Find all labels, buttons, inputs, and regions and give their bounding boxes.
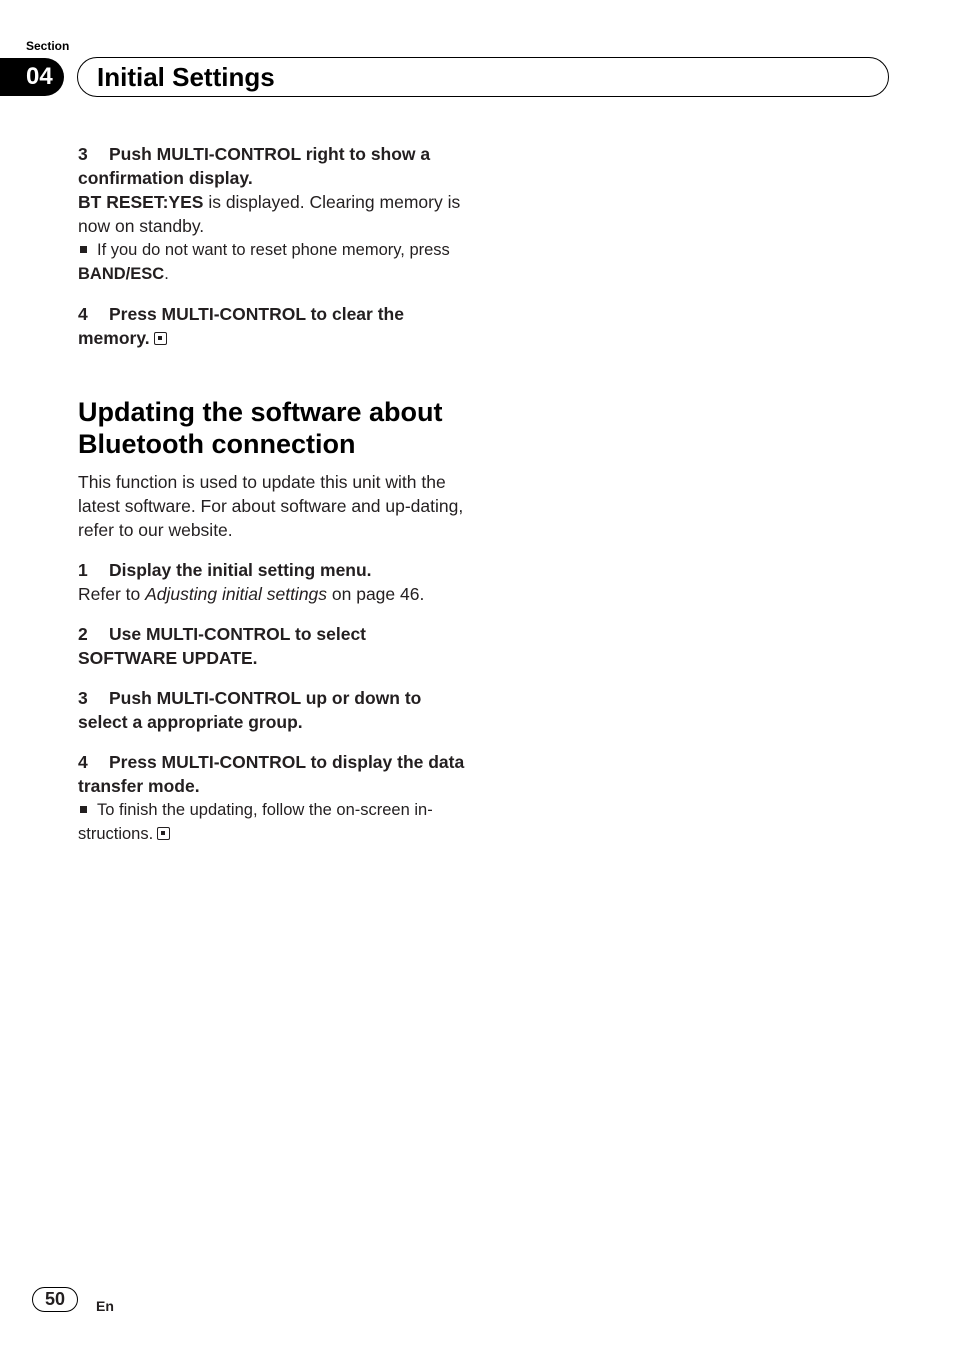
reset-step-3-body (78, 190, 468, 238)
update-step-1-body (78, 582, 468, 606)
note-text: To finish the updating, follow the on-screen in-structions. (78, 801, 433, 843)
step-text: Use MULTI-CONTROL to select SOFTWARE UPDATE. (78, 624, 367, 668)
update-step-4 (78, 750, 468, 798)
step-text: Press MULTI-CONTROL to display the data transfer mode. (78, 752, 465, 796)
language-label: En (96, 1298, 114, 1314)
step-text: Press MULTI-CONTROL to clear the memory. (78, 304, 404, 348)
note-text: If you do not want to reset phone memory, press (97, 241, 450, 259)
reset-step-4 (78, 302, 468, 350)
section-number-tab: 04 (0, 58, 64, 96)
display-text: BT RESET:YES (78, 192, 204, 212)
reset-step-3 (78, 142, 468, 190)
update-intro: This function is used to update this unit with the latest software. For about software and up-dating, refer to our website. (78, 472, 464, 540)
step-number: 1 (78, 560, 88, 580)
body-text: is displayed. Clearing memory is now on standby. (78, 192, 461, 236)
update-note (78, 798, 468, 846)
step-number: 3 (78, 688, 88, 708)
body-suffix: on page 46. (327, 584, 425, 604)
end-of-section-icon (157, 827, 170, 840)
step-text: Push MULTI-CONTROL right to show a confirmation display. (78, 144, 431, 188)
bullet-square-icon (80, 246, 87, 253)
section-label: Section (26, 39, 70, 53)
end-of-section-icon (154, 332, 167, 345)
update-step-2 (78, 622, 468, 670)
section-title: Initial Settings (97, 62, 275, 92)
button-name: BAND/ESC (78, 265, 165, 283)
step-text: Display the initial setting menu. (109, 560, 372, 580)
body-text: Refer to (78, 584, 146, 604)
step-number: 2 (78, 624, 88, 644)
step-number: 4 (78, 752, 88, 772)
step-number: 3 (78, 144, 88, 164)
update-heading: Updating the software about Bluetooth connection (78, 397, 443, 459)
update-step-3 (78, 686, 468, 734)
note-suffix: . (164, 265, 169, 283)
step-text: Push MULTI-CONTROL up or down to select a appropriate group. (78, 688, 422, 732)
update-step-1 (78, 558, 468, 582)
step-number: 4 (78, 304, 88, 324)
bullet-square-icon (80, 806, 87, 813)
reset-note (78, 238, 468, 286)
main-column (78, 142, 468, 846)
page-number: 50 (32, 1287, 78, 1312)
reference-link-text: Adjusting initial settings (145, 584, 328, 604)
